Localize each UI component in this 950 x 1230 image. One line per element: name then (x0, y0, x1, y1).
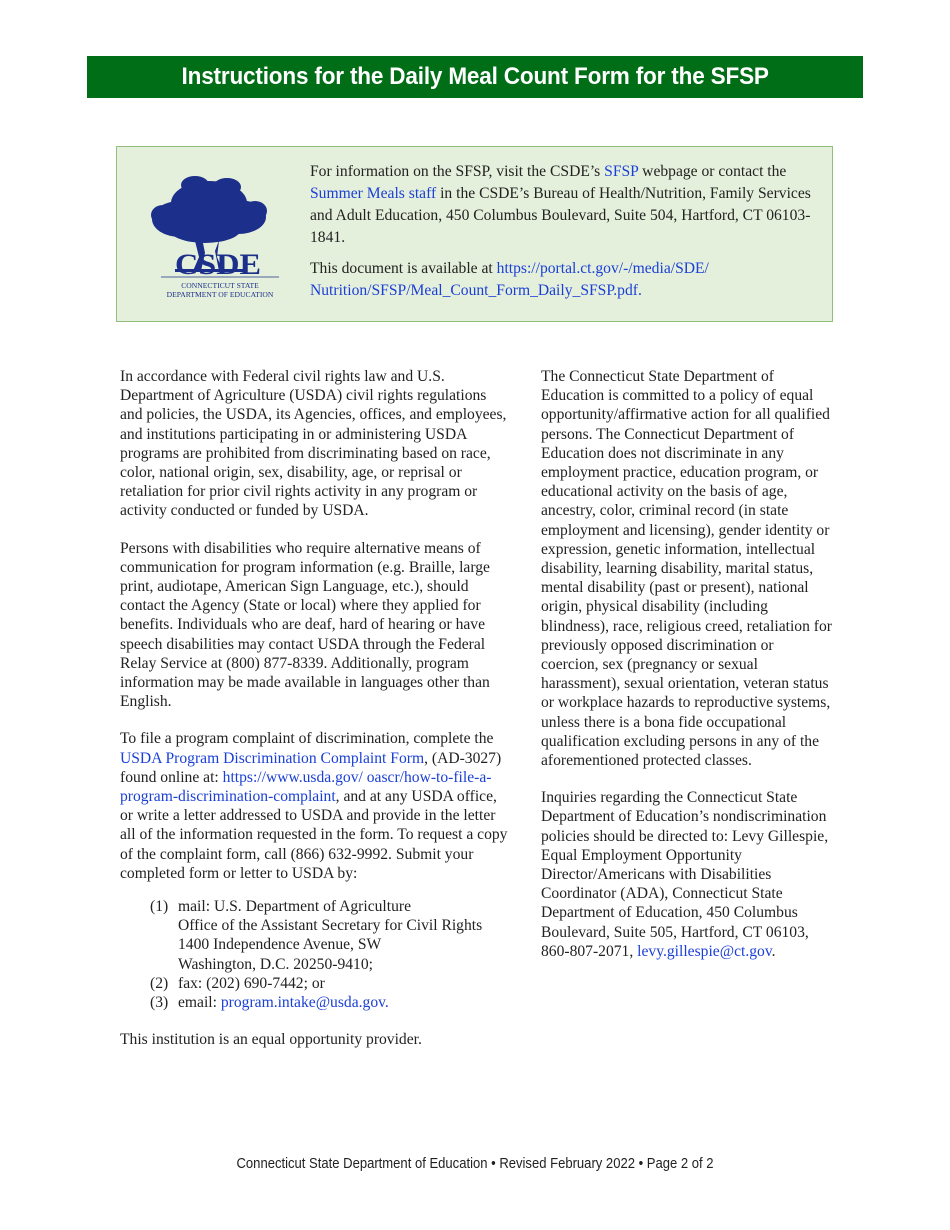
disabilities-paragraph: Persons with disabilities who require alternative means of communication for program information (e.g. Braille, large print, audiotape, American Sign Language, etc.), should contact the Agency (State or local) where they applied for benefits. Individuals who are deaf, hard of hearing or have speech disabilities may contact USDA through the Federal Relay Service at (800) 877-8339. Additionally, program information may be made available in languages other than English. (120, 539, 490, 711)
summer-meals-staff-link[interactable]: Summer Meals staff (310, 185, 437, 202)
info-paragraph-1: For information on the SFSP, visit the CSDE’s SFSP webpage or contact the Summer Meals staff in the CSDE’s Bureau of Health/Nutrition, Family Services and Adult Education, 450 Columbus Boulevard, Suite 504, Hartford, CT 06103-1841. (310, 163, 811, 246)
complaint-form-link[interactable]: USDA Program Discrimination Complaint Form (120, 749, 425, 767)
page-title: Instructions for the Daily Meal Count Form for the SFSP (181, 63, 769, 90)
title-banner (87, 56, 863, 98)
list-item: (1) mail: U.S. Department of Agriculture Office of the Assistant Secretary for Civil Rights 1400 Independence Avenue, SW Washington, D.C. 20250-9410; (150, 898, 483, 973)
right-column (541, 367, 833, 979)
sfsp-link[interactable]: SFSP (604, 163, 639, 180)
submission-list (150, 897, 512, 1012)
inquiries-paragraph: Inquiries regarding the Connecticut State Department of Education’s nondiscrimination policies should be directed to: Levy Gillespie, Equal Employment Opportunity Director/Americans with Disabilities Coordinator (ADA), Connecticut State Department of Education, 450 Columbus Boulevard, Suite 505, Hartford, CT 06103, 860-807-2071, levy.gillespie@ct.gov. (541, 789, 829, 960)
complaint-paragraph: To file a program complaint of discrimination, complete the USDA Program Discrimination Complaint Form, (AD-3027) found online at: https://www.usda.gov/ oascr/how-to-file-a-program-discrimination-complaint, and at any USDA office, or write a letter addressed to USDA and provide in the letter all of the information requested in the form. To request a copy of the complaint form, call (866) 632-9992. Submit your completed form or letter to USDA by: (120, 730, 508, 882)
list-item: (2) fax: (202) 690-7442; or (150, 974, 325, 992)
program-intake-email-link[interactable]: program.intake@usda.gov. (220, 994, 389, 1012)
csde-logo (135, 171, 283, 301)
document-url-link[interactable]: https://portal.ct.gov/-/media/SDE/ Nutrition/SFSP/Meal_Count_Form_Daily_SFSP.pdf. (310, 260, 709, 299)
equal-opportunity-statement: This institution is an equal opportunity provider. (120, 1031, 422, 1049)
logo-name: CSDE (175, 248, 261, 281)
civil-rights-paragraph: In accordance with Federal civil rights law and U.S. Department of Agriculture (USDA) civil rights regulations and policies, the USDA, its Agencies, offices, and employees, and institutions participating in or administering USDA programs are prohibited from discriminating based on race, color, national origin, sex, disability, age, or reprisal or retaliation for prior civil rights activity in any program or activity conducted or funded by USDA. (120, 368, 507, 520)
left-column (120, 367, 512, 1068)
usda-complaint-url-link[interactable]: https://www.usda.gov/ oascr/how-to-file-a-program-discrimination-complaint (120, 768, 492, 806)
logo-line1: CONNECTICUT STATE (181, 281, 259, 290)
list-item: (3) email: program.intake@usda.gov. (150, 994, 389, 1012)
info-paragraph-2: This document is available at https://portal.ct.gov/-/media/SDE/ Nutrition/SFSP/Meal_Count_Form_Daily_SFSP.pdf. (310, 260, 709, 299)
footer-text: Connecticut State Department of Education • Revised February 2022 • Page 2 of 2 (236, 1156, 714, 1172)
logo-line2: DEPARTMENT OF EDUCATION (166, 290, 274, 299)
info-box (116, 146, 833, 322)
csde-policy-paragraph: The Connecticut State Department of Education is committed to a policy of equal opportunity/affirmative action for all qualified persons. The Connecticut Department of Education does not discriminate in any employment practice, education program, or educational activity on the basis of age, ancestry, color, criminal record (in state employment and licensing), gender identity or expression, genetic information, intellectual disability, learning disability, marital status, mental disability (past or present), national origin, physical disability (including blindness), race, religious creed, retaliation for previously opposed discrimination or coercion, sex (pregnancy or sexual harassment), sexual orientation, veteran status or workplace hazards to reproductive systems, unless there is a bona fide occupational qualification excluding persons in any of the aforementioned protected classes. (541, 368, 832, 770)
info-text (310, 161, 820, 302)
page-footer (0, 1156, 950, 1172)
levy-gillespie-email-link[interactable]: levy.gillespie@ct.gov (637, 942, 772, 960)
